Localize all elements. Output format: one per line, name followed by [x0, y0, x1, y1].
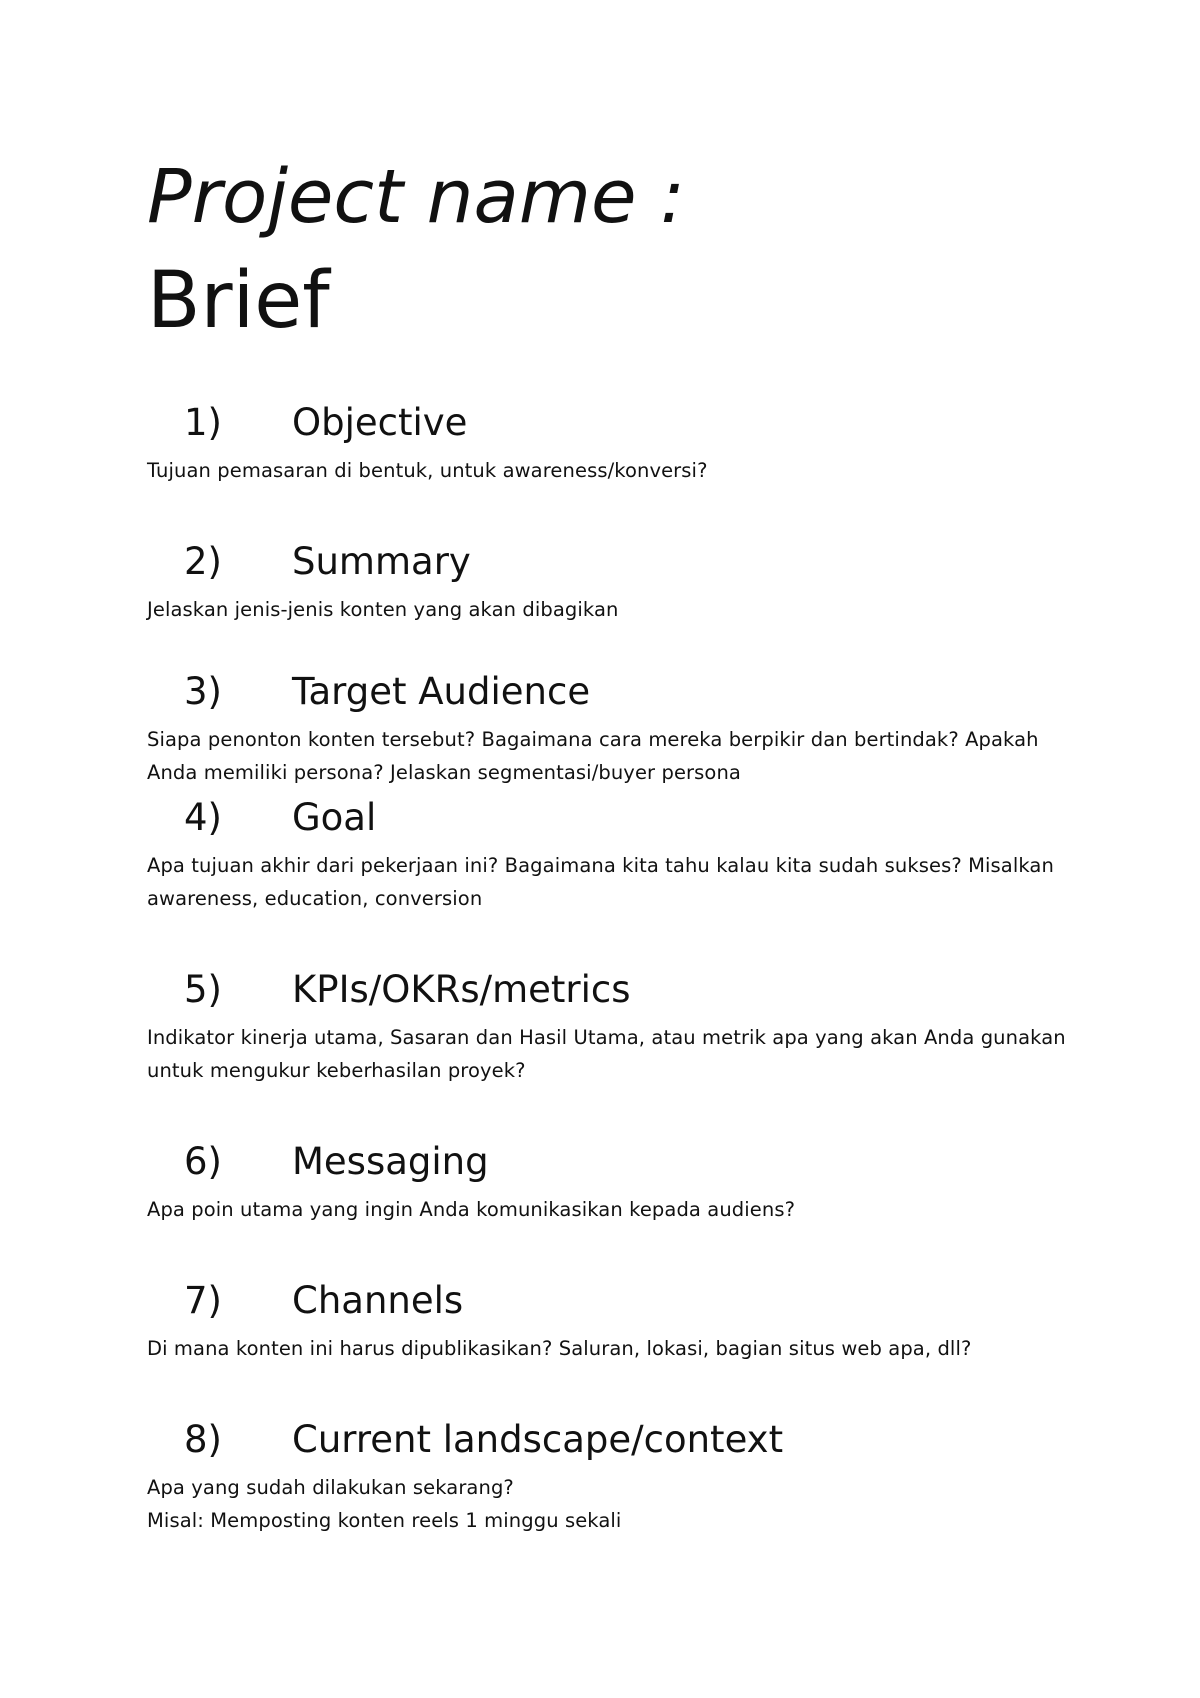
- section-number: 1): [184, 401, 222, 444]
- section-title: Channels: [292, 1279, 464, 1322]
- section-number: 2): [184, 540, 222, 583]
- section-heading: [0, 398, 1200, 448]
- section-heading: [0, 667, 1200, 717]
- section-description: Apa poin utama yang ingin Anda komunikasikan kepada audiens?: [147, 1198, 796, 1221]
- section-description: Jelaskan jenis-jenis konten yang akan dibagikan: [147, 598, 619, 621]
- section-heading: [0, 1137, 1200, 1187]
- document-subtitle: Brief: [147, 256, 330, 346]
- section-channels: [0, 1276, 1200, 1365]
- section-current-landscape: [0, 1415, 1200, 1537]
- section-number: 5): [184, 968, 222, 1011]
- section-description-line: Apa yang sudah dilakukan sekarang?: [147, 1476, 514, 1499]
- section-description: Siapa penonton konten tersebut? Bagaimana cara mereka berpikir dan bertindak? Apakah Anda memiliki persona? Jelaskan segmentasi/buyer persona: [147, 728, 1039, 784]
- section-title: Target Audience: [292, 670, 591, 713]
- section-title: Objective: [292, 401, 468, 444]
- section-summary: [0, 537, 1200, 626]
- section-number: 3): [184, 670, 222, 713]
- section-number: 4): [184, 796, 222, 839]
- section-kpis: [0, 965, 1200, 1087]
- section-description: [147, 1471, 1067, 1537]
- section-heading: [0, 1276, 1200, 1326]
- section-description: Di mana konten ini harus dipublikasikan? Saluran, lokasi, bagian situs web apa, dll?: [147, 1337, 972, 1360]
- section-title: Summary: [292, 540, 471, 583]
- section-number: 6): [184, 1140, 222, 1183]
- section-description: Apa tujuan akhir dari pekerjaan ini? Bagaimana kita tahu kalau kita sudah sukses? Misalkan awareness, education, conversion: [147, 854, 1054, 910]
- section-heading: [0, 1415, 1200, 1465]
- section-heading: [0, 537, 1200, 587]
- section-number: 7): [184, 1279, 222, 1322]
- section-title: Messaging: [292, 1140, 489, 1183]
- section-title: KPIs/OKRs/metrics: [292, 968, 631, 1011]
- section-title: Goal: [292, 796, 377, 839]
- section-messaging: [0, 1137, 1200, 1226]
- section-description-line: Misal: Memposting konten reels 1 minggu sekali: [147, 1509, 622, 1532]
- document-title: Project name :: [147, 154, 685, 240]
- section-description: Tujuan pemasaran di bentuk, untuk awareness/konversi?: [147, 459, 708, 482]
- section-target-audience: [0, 667, 1200, 789]
- section-title: Current landscape/context: [292, 1418, 784, 1461]
- section-heading: [0, 793, 1200, 843]
- section-number: 8): [184, 1418, 222, 1461]
- section-description: Indikator kinerja utama, Sasaran dan Hasil Utama, atau metrik apa yang akan Anda gunakan untuk mengukur keberhasilan proyek?: [147, 1026, 1066, 1082]
- section-objective: [0, 398, 1200, 487]
- section-goal: [0, 793, 1200, 915]
- section-heading: [0, 965, 1200, 1015]
